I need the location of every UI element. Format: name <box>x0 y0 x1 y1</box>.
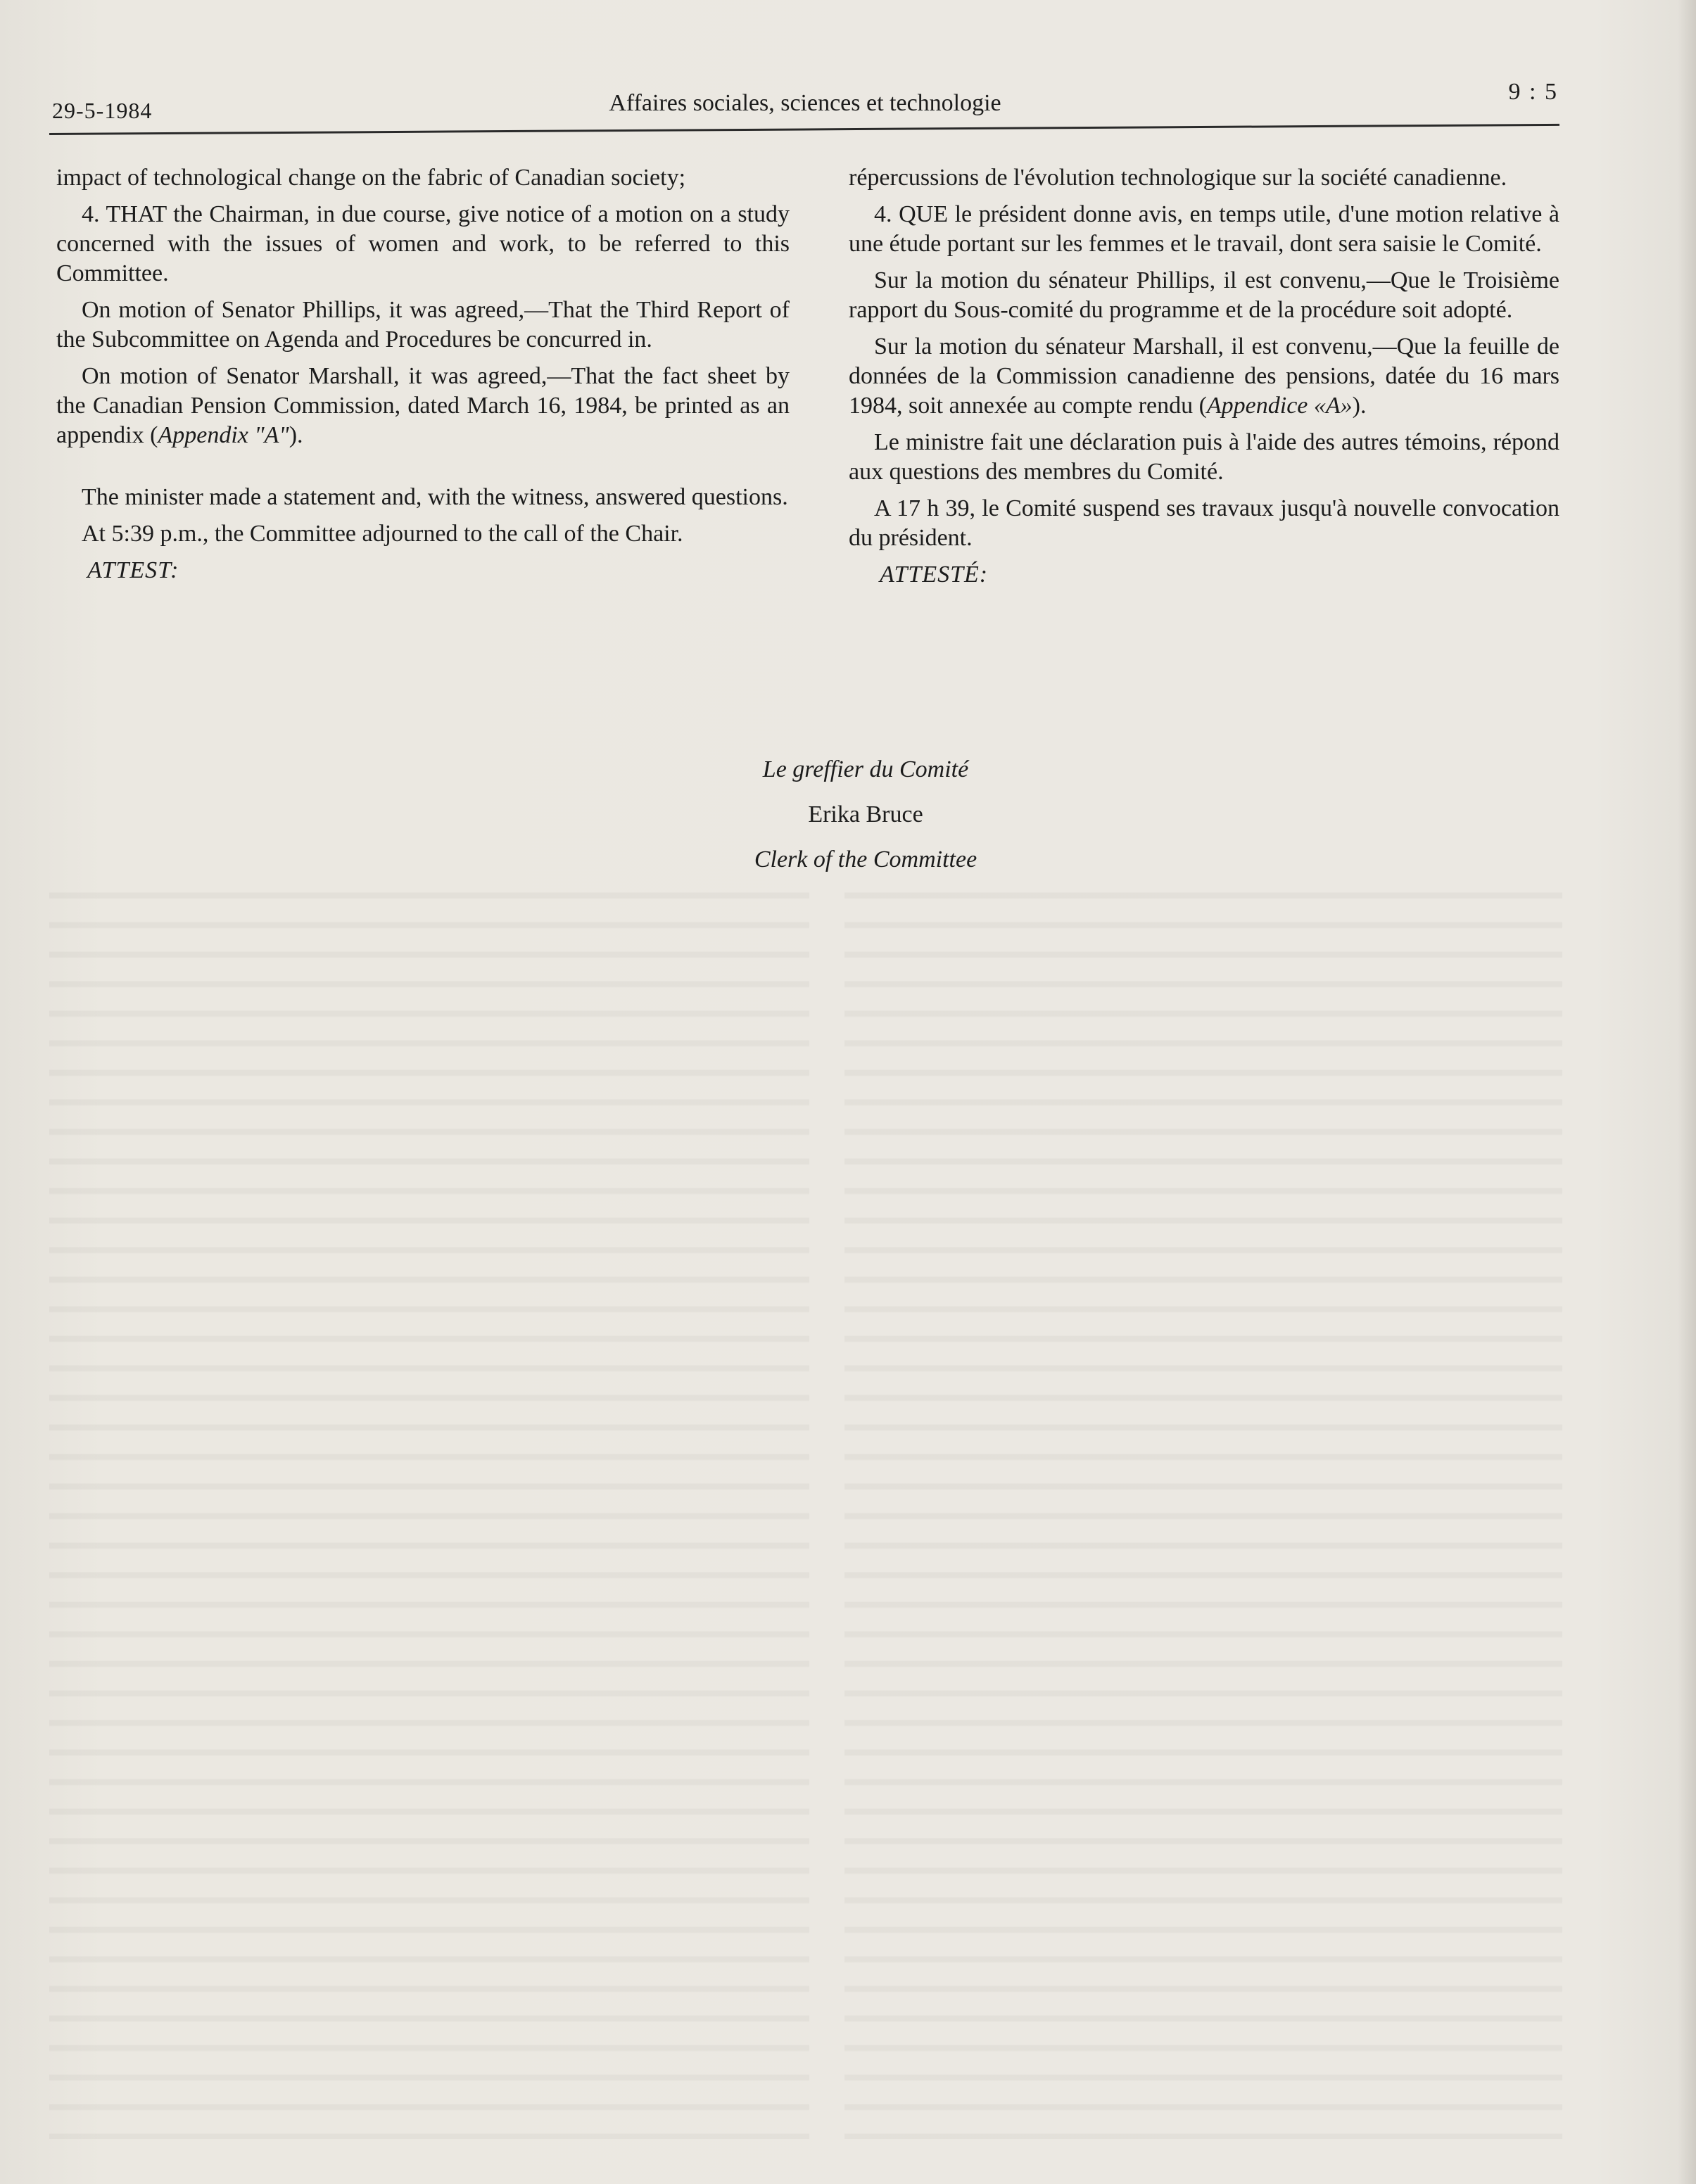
fr-paragraph-4-end: ). <box>1352 393 1367 419</box>
en-attest: ATTEST: <box>87 557 179 583</box>
en-paragraph-1: impact of technological change on the fabric of Canadian society; <box>56 165 686 191</box>
header-date: 29-5-1984 <box>52 98 153 123</box>
fr-appendix-reference: Appendice «A» <box>1206 393 1353 419</box>
signature-block <box>479 747 1253 882</box>
en-paragraph-2: 4. THAT the Chairman, in due course, give notice of a motion on a study concerned with the issues of women and work, to be referred to this Committee. <box>56 201 790 286</box>
en-paragraph-4-text: On motion of Senator Marshall, it was agreed,—That the fact sheet by the Canadian Pension Commission, dated March 16, 1984, be printed as an appendix ( <box>56 363 790 448</box>
clerk-name: Erika Bruce <box>808 801 923 827</box>
show-through-texture <box>49 872 1562 2139</box>
fr-paragraph-4-text: Sur la motion du sénateur Marshall, il est convenu,—Que la feuille de données de la Commission canadienne des pensions, datée du 16 mars 1984, soit annexée au compte rendu ( <box>849 334 1559 419</box>
fr-paragraph-1: répercussions de l'évolution technologique sur la société canadienne. <box>849 165 1507 191</box>
en-paragraph-6: At 5:39 p.m., the Committee adjourned to the call of the Chair. <box>82 521 683 547</box>
english-column <box>56 163 790 592</box>
en-paragraph-4 <box>56 362 790 450</box>
header-title: Affaires sociales, sciences et technologie <box>609 90 1001 116</box>
fr-paragraph-4 <box>849 332 1559 421</box>
fr-attest: ATTESTÉ: <box>880 561 989 588</box>
fr-paragraph-5: Le ministre fait une déclaration puis à l'aide des autres témoins, répond aux questions des membres du Comité. <box>849 429 1559 485</box>
en-appendix-reference: Appendix "A" <box>158 422 289 448</box>
en-paragraph-3: On motion of Senator Phillips, it was agreed,—That the Third Report of the Subcommittee on Agenda and Procedures be concurred in. <box>56 297 790 353</box>
header-page-number: 9 : 5 <box>1508 79 1558 105</box>
fr-paragraph-2: 4. QUE le président donne avis, en temps utile, d'une motion relative à une étude portant sur les femmes et le travail, dont sera saisie le Comité. <box>849 201 1559 257</box>
en-paragraph-5: The minister made a statement and, with the witness, answered questions. <box>82 484 788 510</box>
show-through-gutter <box>809 872 844 2139</box>
fr-paragraph-3: Sur la motion du sénateur Phillips, il est convenu,—Que le Troisième rapport du Sous-comité du programme et de la procédure soit adopté. <box>849 267 1559 323</box>
en-paragraph-4-end: ). <box>289 422 303 448</box>
french-column <box>849 163 1559 597</box>
page-edge-shadow <box>1678 0 1696 2184</box>
clerk-title-french: Le greffier du Comité <box>762 756 969 782</box>
fr-paragraph-6: A 17 h 39, le Comité suspend ses travaux jusqu'à nouvelle convocation du président. <box>849 495 1559 551</box>
running-header <box>52 70 1558 134</box>
paragraph-gap <box>56 457 790 483</box>
clerk-title-english: Clerk of the Committee <box>754 846 977 872</box>
